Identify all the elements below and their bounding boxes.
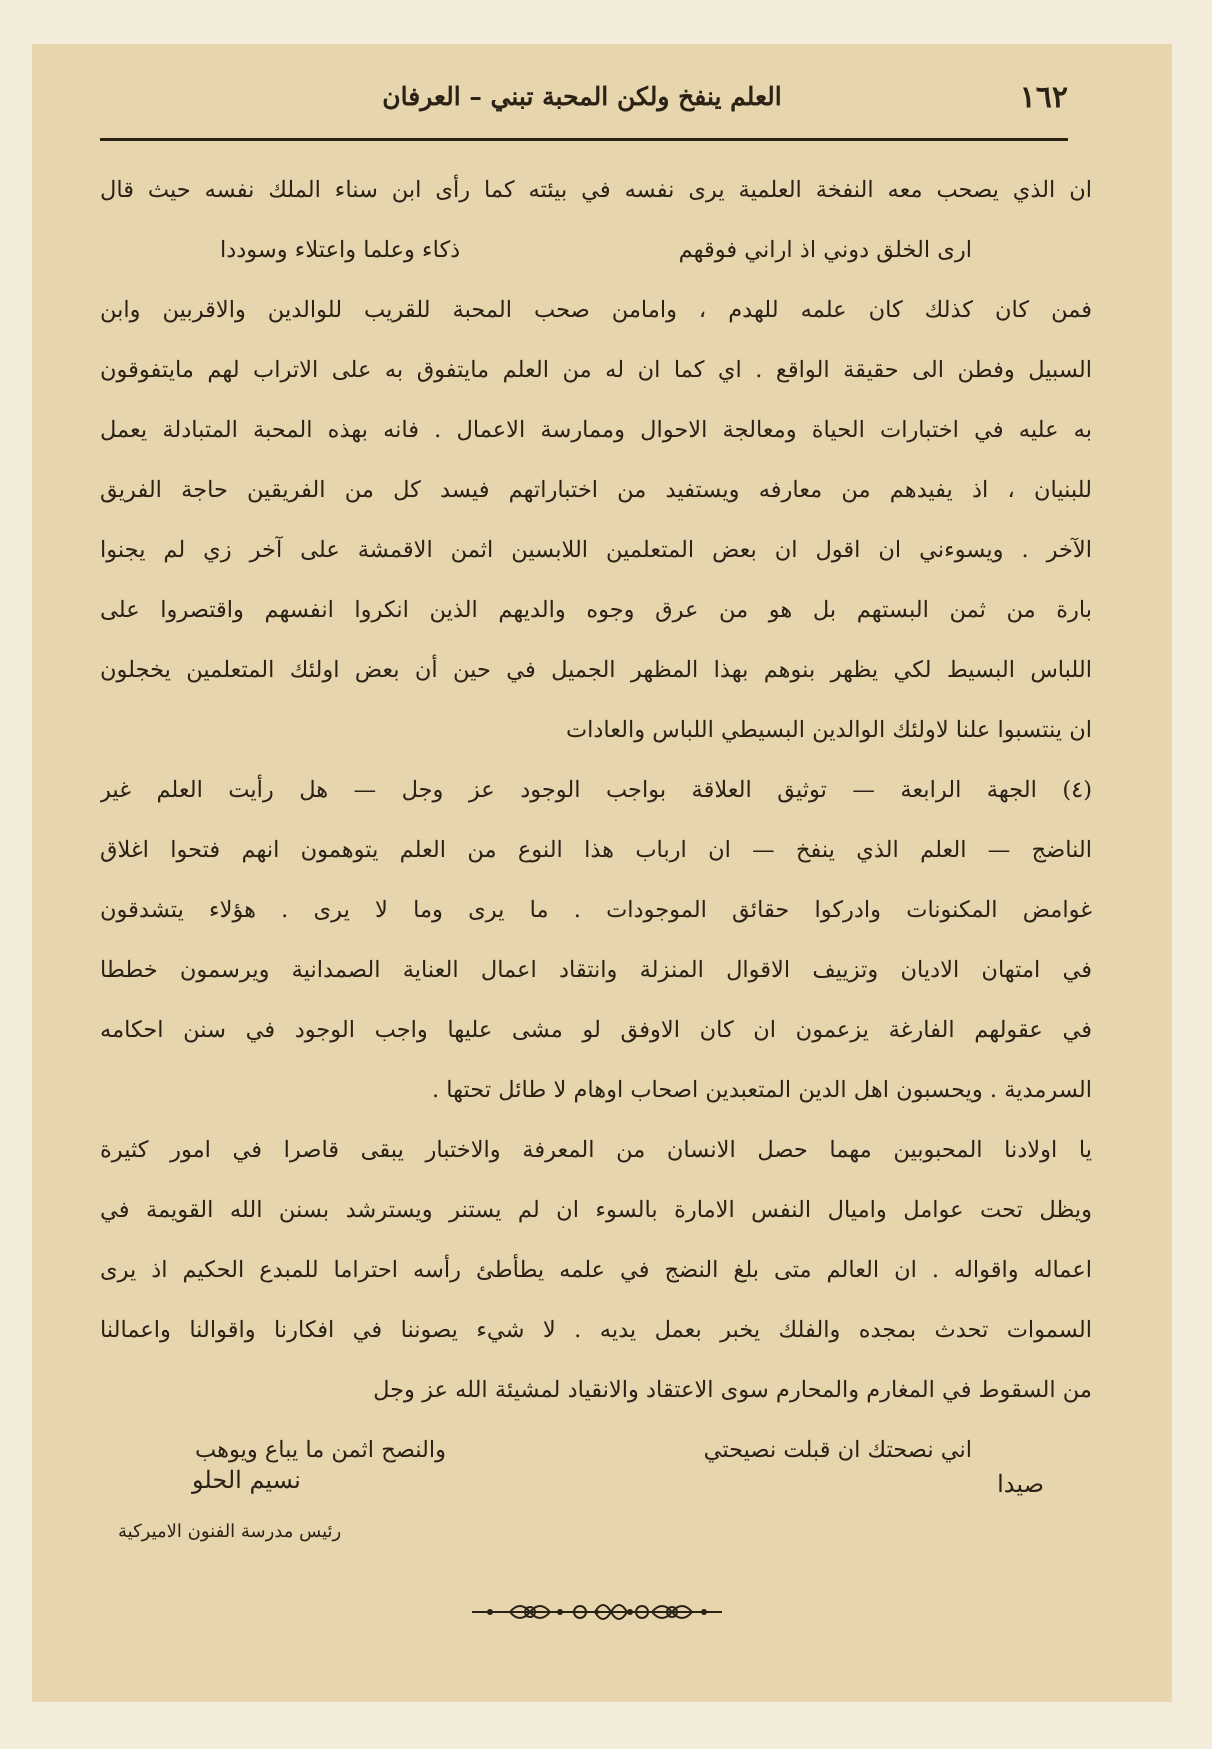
text-line: ان الذي يصحب معه النفخة العلمية يرى نفسه في بيئته كما رأى ابن سناء الملك نفسه حيث قال bbox=[100, 177, 1092, 203]
text-line: بارة من ثمن البستهم بل هو من عرق وجوه والديهم الذين انكروا انفسهم واقتصروا على bbox=[100, 597, 1092, 623]
text-line: فمن كان كذلك كان علمه للهدم ، وامامن صحب المحبة للقريب للوالدين والاقربين وابن bbox=[100, 297, 1092, 323]
page-header bbox=[96, 78, 1068, 130]
ornament-divider-icon bbox=[470, 1594, 724, 1630]
page-number: ١٦٢ bbox=[1019, 80, 1068, 115]
signature-author: نسيم الحلو bbox=[192, 1466, 301, 1494]
text-line: من السقوط في المغارم والمحارم سوى الاعتقاد والانقياد لمشيئة الله عز وجل bbox=[373, 1377, 1092, 1403]
header-rule bbox=[100, 138, 1068, 141]
text-line: به عليه في اختبارات الحياة ومعالجة الاحوال وممارسة الاعمال . فانه بهذه المحبة المتبادلة يعمل bbox=[100, 417, 1092, 443]
text-line: غوامض المكنونات وادركوا حقائق الموجودات . ما يرى وما لا يرى . هؤلاء يتشدقون bbox=[100, 897, 1092, 923]
verse-second-hemistich: والنصح اثمن ما يباع ويوهب bbox=[195, 1437, 447, 1463]
signature-place: صيدا bbox=[997, 1470, 1044, 1498]
text-line: ان ينتسبوا علنا لاولئك الوالدين البسيطي اللباس والعادات bbox=[565, 717, 1092, 743]
verse-first-hemistich: اني نصحتك ان قبلت نصيحتي bbox=[703, 1437, 972, 1463]
text-line: السبيل وفطن الى حقيقة الواقع . اي كما ان له من العلم مايتفوق به على الاتراب لهم مايتفوقون bbox=[100, 357, 1092, 383]
section-heading-line: (٤) الجهة الرابعة — توثيق العلاقة بواجب الوجود عز وجل — هل رأيت العلم غير bbox=[100, 777, 1092, 803]
text-line: السموات تحدث بمجده والفلك يخبر بعمل يديه . لا شيء يصوننا في افكارنا واقوالنا واعمالنا bbox=[100, 1317, 1092, 1343]
text-line: في عقولهم الفارغة يزعمون ان كان الاوفق لو مشى عليها واجب الوجود في سنن احكامه bbox=[100, 1017, 1092, 1043]
running-title: العلم ينفخ ولكن المحبة تبني – العرفان bbox=[382, 82, 782, 111]
verse-first-hemistich: ارى الخلق دوني اذ اراني فوقهم bbox=[678, 237, 972, 263]
verse-second-hemistich: ذكاء وعلما واعتلاء وسوددا bbox=[220, 237, 461, 263]
text-line: في امتهان الاديان وتزييف الاقوال المنزلة وانتقاد اعمال العناية الصمدانية ويرسمون خططا bbox=[100, 957, 1092, 983]
signature-position: رئيس مدرسة الفنون الاميركية bbox=[118, 1521, 342, 1542]
verse-couplet bbox=[100, 220, 1092, 280]
text-line: الآخر . ويسوءني ان اقول ان بعض المتعلمين اللابسين اثمن الاقمشة على آخر زي لم يجنوا bbox=[100, 537, 1092, 563]
article-body bbox=[100, 160, 1092, 1480]
text-line: السرمدية . ويحسبون اهل الدين المتعبدين اصحاب اوهام لا طائل تحتها . bbox=[431, 1077, 1092, 1103]
text-line: اللباس البسيط لكي يظهر بنوهم بهذا المظهر الجميل في حين أن بعض اولئك المتعلمين يخجلون bbox=[100, 657, 1092, 683]
text-line: اعماله واقواله . ان العالم متى بلغ النضج في علمه يطأطئ رأسه احتراما للمبدع الحكيم اذ يرى bbox=[100, 1257, 1092, 1283]
text-line: يا اولادنا المحبوبين مهما حصل الانسان من المعرفة والاختبار يبقى قاصرا في امور كثيرة bbox=[100, 1137, 1092, 1163]
text-line: للبنيان ، اذ يفيدهم من معارفه ويستفيد من اختباراتهم فيسد كل من الفريقين حاجة الفريق bbox=[100, 477, 1092, 503]
text-line: ويظل تحت عوامل واميال النفس الامارة بالسوء ان لم يستنر ويسترشد بسنن الله القويمة في bbox=[100, 1197, 1092, 1223]
text-line: الناضج — العلم الذي ينفخ — ان ارباب هذا النوع من العلم يتوهمون انهم فتحوا اغلاق bbox=[100, 837, 1092, 863]
